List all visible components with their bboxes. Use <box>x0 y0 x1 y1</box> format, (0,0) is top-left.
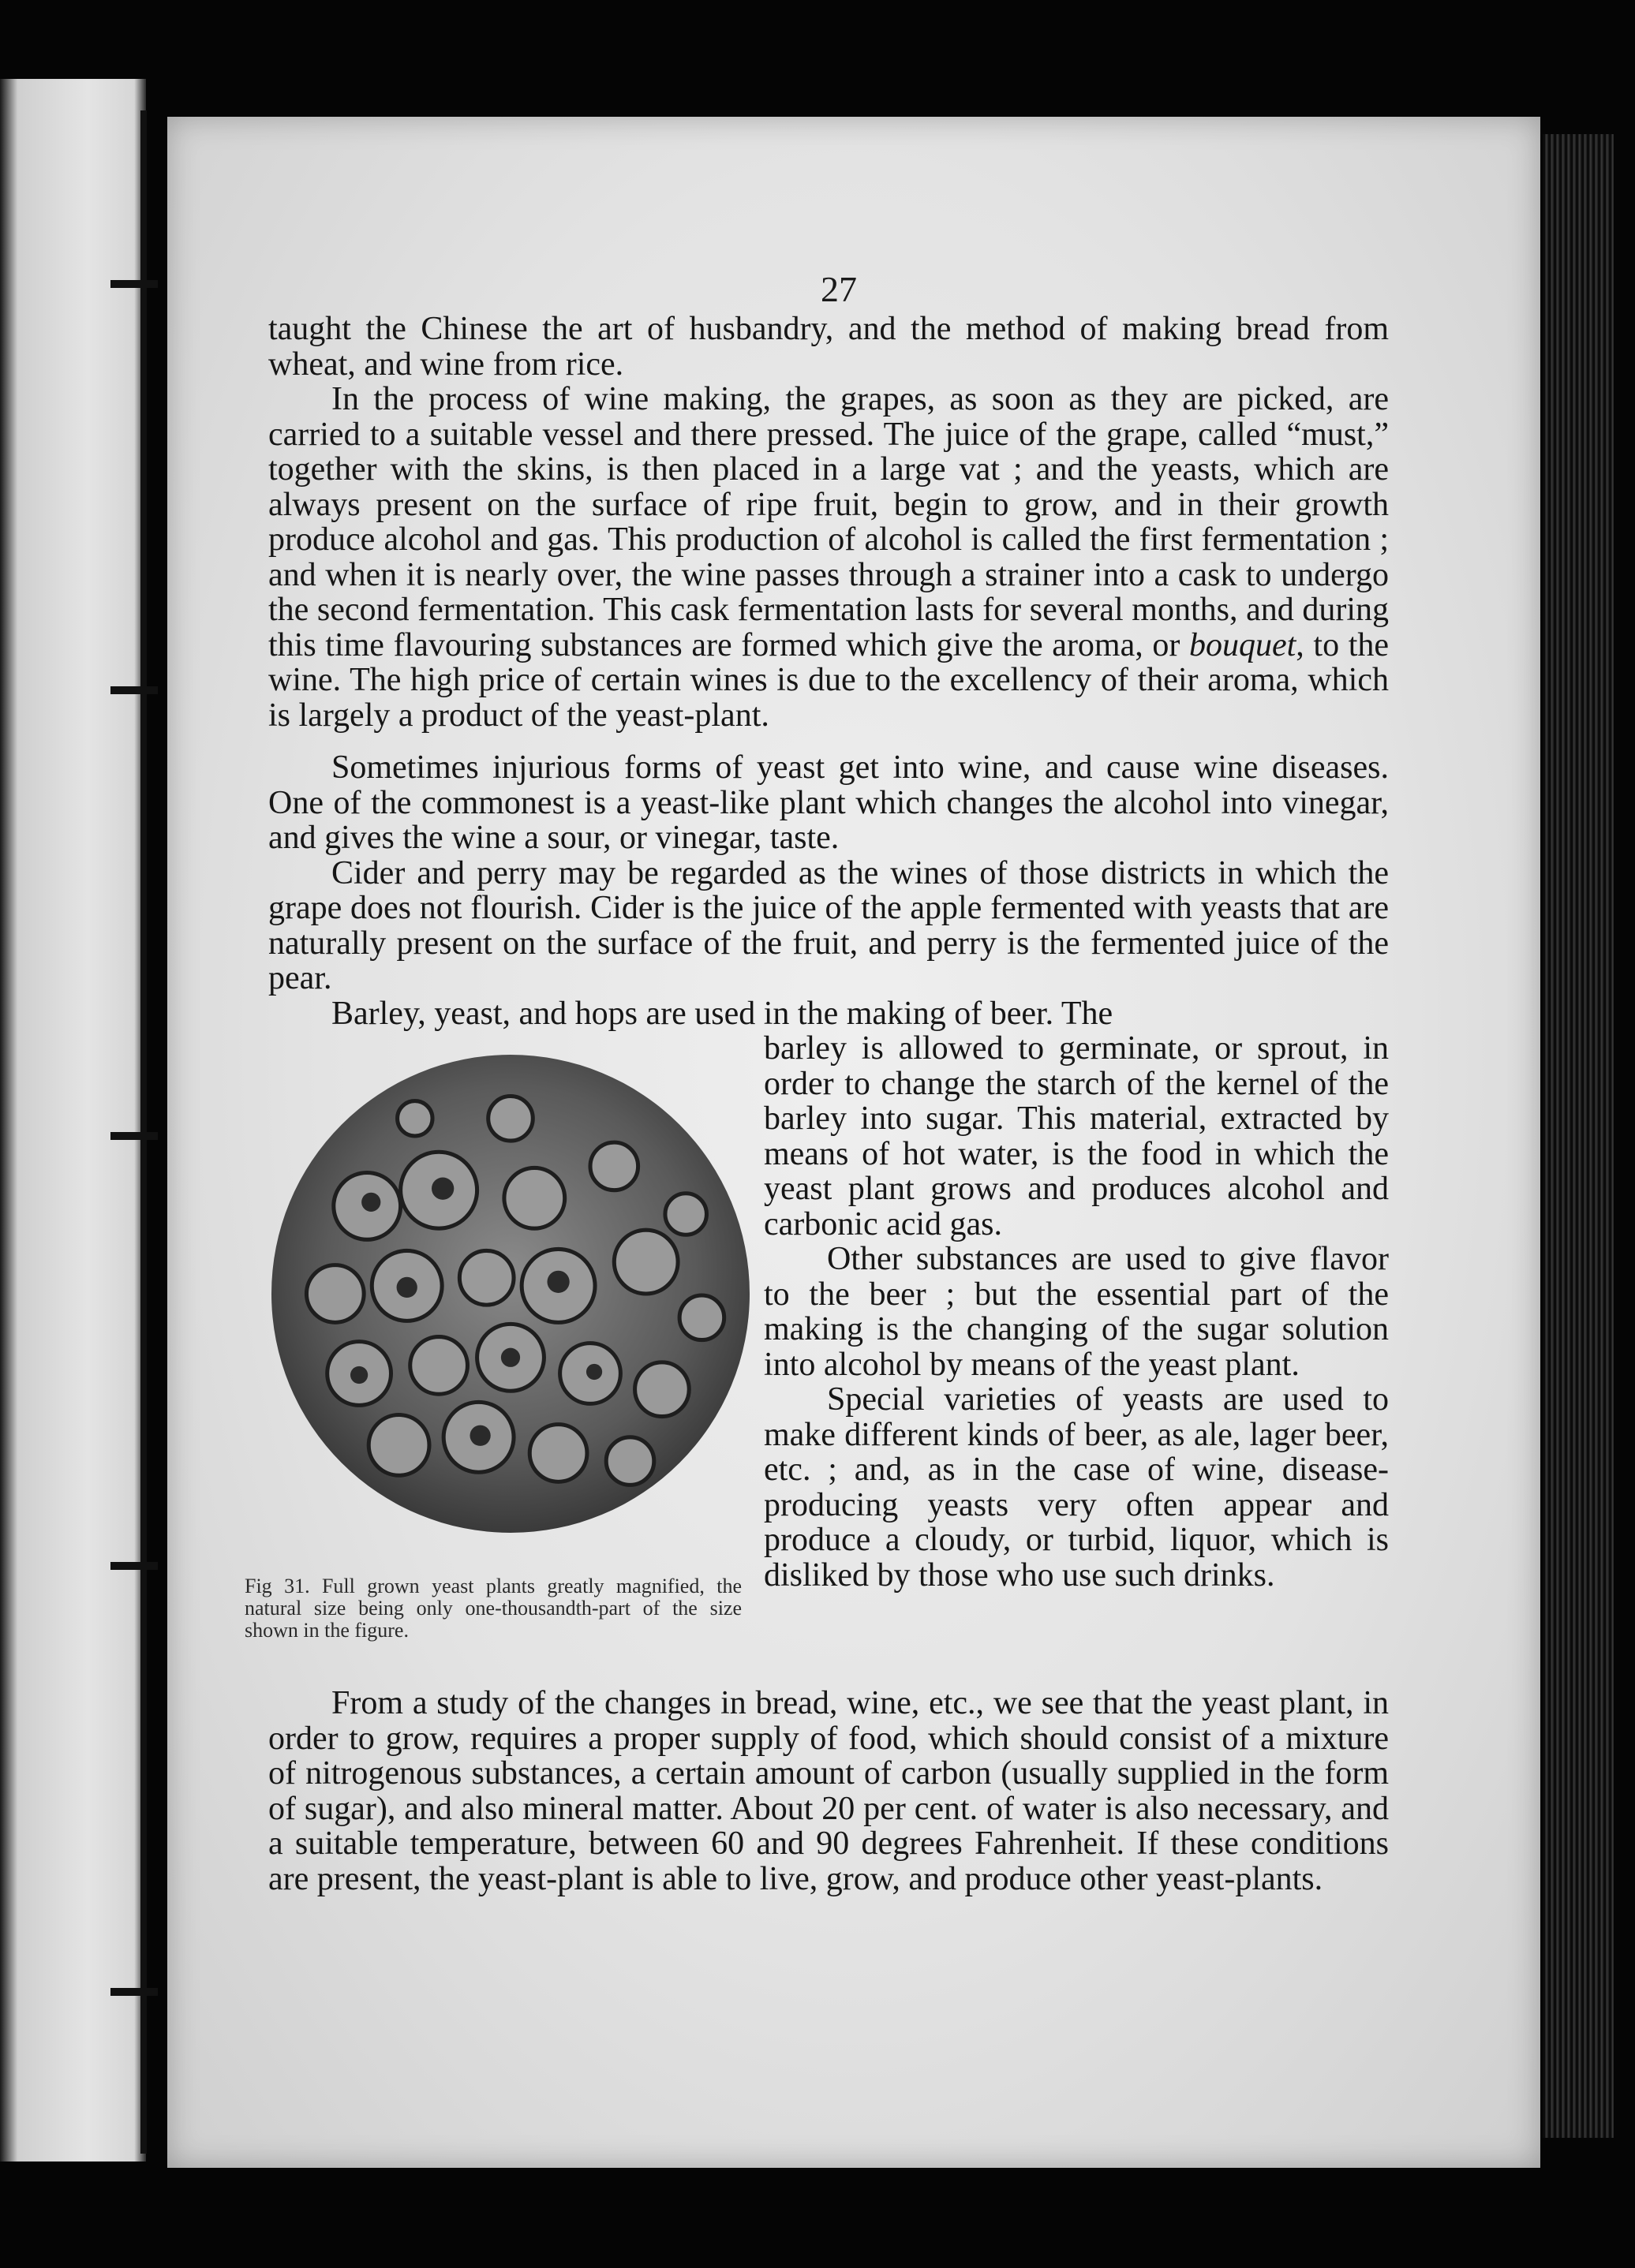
paragraph-3: Sometimes injurious forms of yeast get into wine, and cause wine diseases. One of the commonest is a yeast-like plant which changes the alcohol into vinegar, and gives the wine a sour, or vinegar, taste. <box>268 749 1389 856</box>
paragraph-1: taught the Chinese the art of husbandry, and the method of making bread from wheat, and wine from rice. <box>268 311 1389 383</box>
paragraph-2-text-b: , to the wine. The high price of certain wines is due to the excellency of their aroma, which is largely a product of the yeast-plant. <box>268 626 1389 734</box>
paragraph-4: Cider and perry may be regarded as the wines of those districts in which the grape does not flourish. Cider is the juice of the apple fermented with yeasts that are naturally present on the surface of the fruit, and perry is the fermented juice of the pear. <box>268 854 1389 996</box>
paragraph-5-lead: Barley, yeast, and hops are used in the making of beer. The <box>331 995 1113 1032</box>
binding-tick <box>110 1562 158 1570</box>
page-number: 27 <box>821 269 857 309</box>
figure-block <box>245 1030 1389 1686</box>
figure-caption: Fig 31. Full grown yeast plants greatly magnified, the natural size being only one-thousandth-part of the size shown in the figure. <box>245 1575 742 1642</box>
binding-tick <box>110 686 158 694</box>
paragraph-2 <box>268 382 1389 733</box>
paragraph-2-text-a: In the process of wine making, the grapes, as soon as they are picked, are carried to a suitable vessel and there pressed. The juice of the grape, called “must,” together with the skins, is then placed in a large vat ; and the yeasts, which are always present on the surface of ripe fruit, begin to grow, and in their growth produce alcohol and gas. This production of alcohol is called the first fermentation ; and when it is nearly over, the wine passes through a strainer into a cask to undergo the second fermentation. This cask fermentation lasts for several months, and during this time flavouring substances are formed which give the aroma, or <box>268 381 1389 663</box>
body-text <box>245 311 1389 1897</box>
yeast-micrograph-image <box>271 1055 750 1533</box>
paragraph-5-side: barley is allowed to germinate, or sprout, in order to change the starch of the kernel of the barley into sugar. This material, extracted by means of hot water, is the food in which the yeast plant grows and produces alcohol and carbonic acid gas. <box>764 1030 1389 1242</box>
left-page-edge <box>0 79 146 2162</box>
binding-tick <box>110 1132 158 1140</box>
page-stack-edge <box>1543 134 1614 2138</box>
paragraph-6: Other substances are used to give flavor to the beer ; but the essential part of the making is the changing of the sugar solution into alcohol by means of the yeast plant. <box>764 1241 1389 1383</box>
paragraph-7: Special varieties of yeasts are used to make different kinds of beer, as ale, lager beer, etc. ; and, as in the case of wine, disease-producing yeasts very often appear and produce a cloudy, or turbid, liquor, which is disliked by those who use such drinks. <box>764 1381 1389 1594</box>
paragraph-8: From a study of the changes in bread, wine, etc., we see that the yeast plant, in order to grow, requires a proper supply of food, which should consist of a mixture of nitrogenous substances, a certain amount of carbon (usually supplied in the form of sugar), and also mineral matter. About 20 per cent. of water is also necessary, and a suitable temperature, between 60 and 90 degrees Fahrenheit. If these conditions are present, the yeast-plant is able to live, grow, and produce other yeast-plants. <box>268 1685 1389 1897</box>
binding-tick <box>110 1988 158 1996</box>
binding-tick <box>110 280 158 288</box>
paragraph-2-italic: bouquet <box>1188 626 1296 663</box>
side-column <box>764 1031 1389 1593</box>
